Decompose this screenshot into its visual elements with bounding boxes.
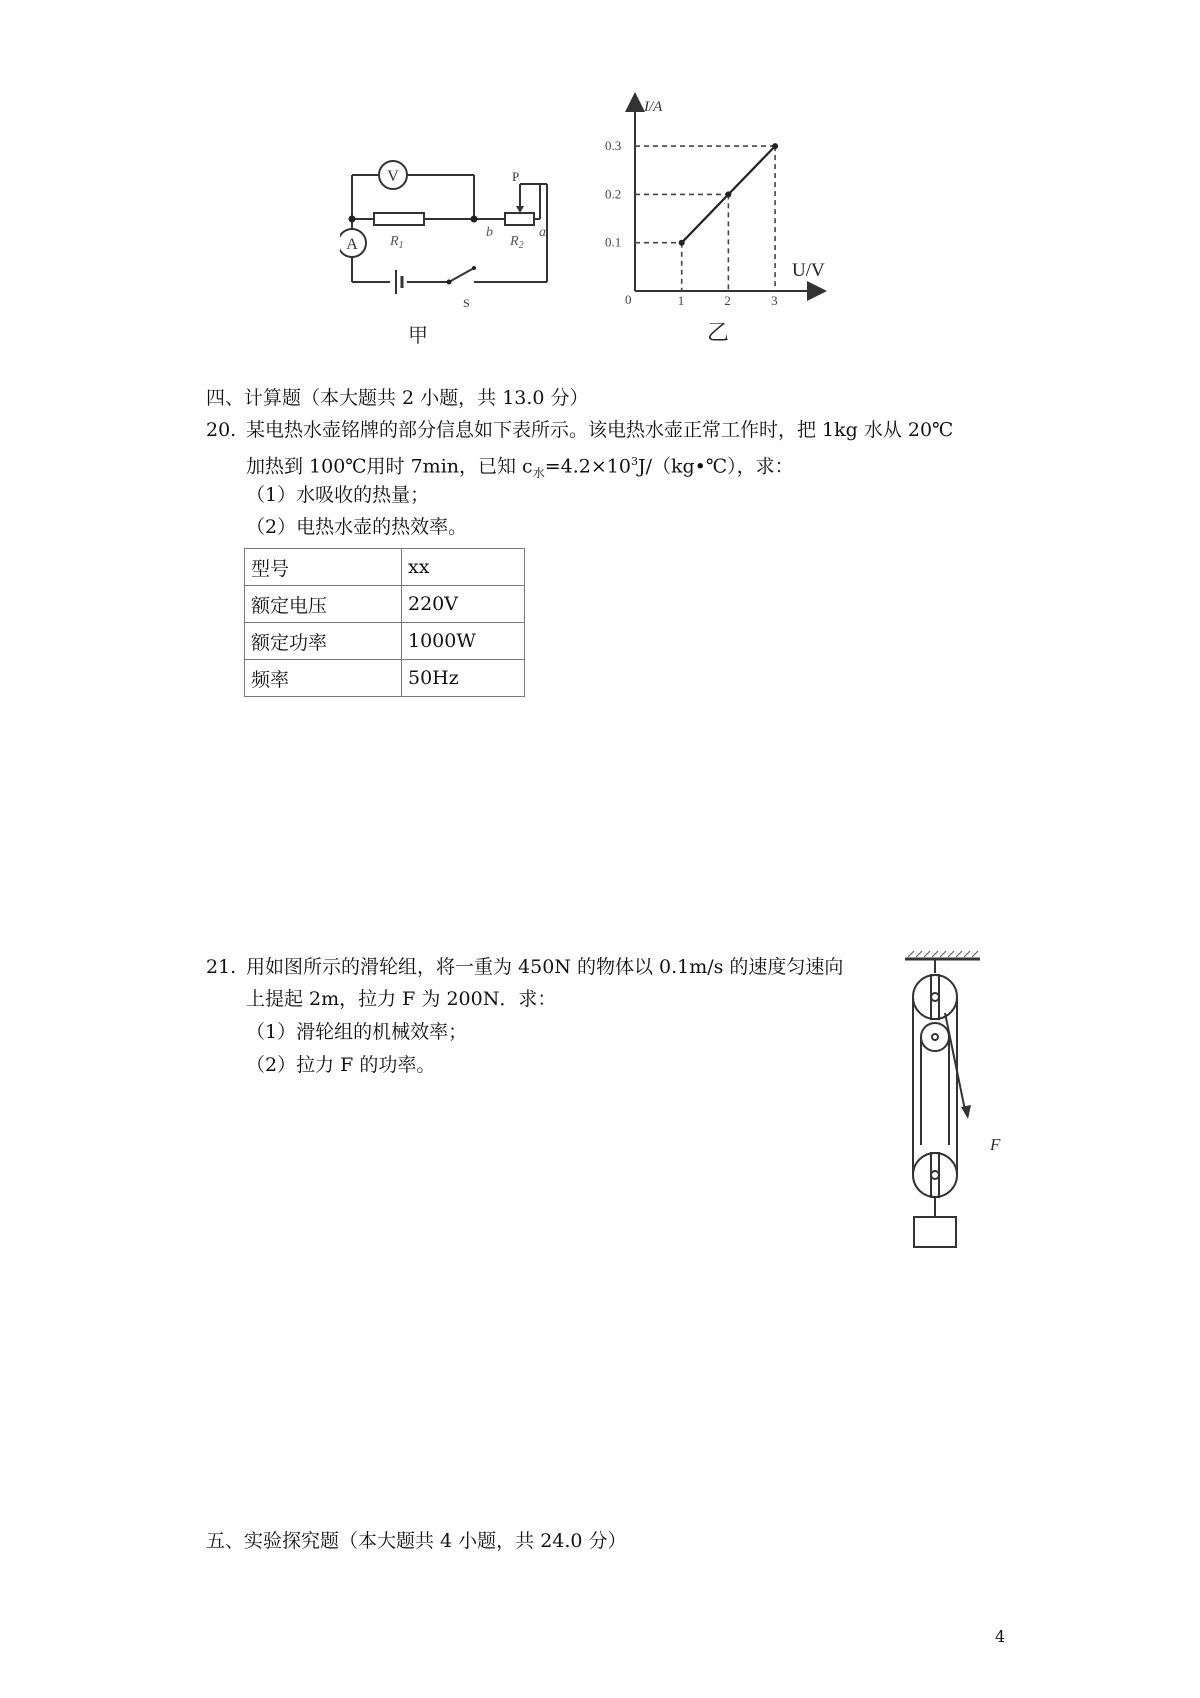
- table-cell-value: 1000W: [402, 623, 525, 660]
- q20-number: 20.: [206, 419, 237, 441]
- section-5-heading: 五、实验探究题（本大题共 4 小题，共 24.0 分）: [206, 1530, 627, 1552]
- data-point: [679, 240, 685, 246]
- y-tick-label: 0.2: [605, 186, 622, 202]
- figure-yi-caption: 乙: [706, 320, 730, 345]
- x-axis-label: U/V: [792, 260, 825, 281]
- circuit-diagram: [340, 150, 570, 350]
- data-point: [772, 143, 778, 149]
- q20-line2: 加热到 100℃用时 7min，已知 $c_水=4.2\times 10^3J/(kg•℃)$，求：: [246, 455, 794, 481]
- table-cell-value: 220V: [402, 586, 525, 623]
- table-cell-value: 50Hz: [402, 660, 525, 697]
- nameplate-table: [244, 548, 525, 697]
- slider-p-label: P: [512, 169, 520, 184]
- terminal-a-label: a: [539, 225, 546, 240]
- x-tick-label: 3: [771, 293, 778, 308]
- table-row: [245, 586, 525, 623]
- data-point: [725, 191, 731, 197]
- section-4-heading: 四、计算题（本大题共 2 小题，共 13.0 分）: [206, 387, 589, 409]
- voltmeter-label: V: [387, 168, 399, 185]
- y-tick-label: 0.3: [605, 138, 622, 154]
- table-cell-label: 额定功率: [245, 623, 402, 660]
- q21-sub2: （2）拉力 F 的功率。: [246, 1054, 436, 1076]
- y-tick-label: 0.1: [605, 234, 622, 250]
- table-cell-value: xx: [402, 549, 525, 586]
- terminal-b-label: b: [486, 225, 493, 240]
- q21-line2: 上提起 2m，拉力 F 为 200N．求：: [246, 988, 557, 1010]
- r2-label: $R_2$: [510, 234, 524, 251]
- force-f-label: F: [990, 1135, 1001, 1154]
- q21-sub1: （1）滑轮组的机械效率；: [246, 1021, 468, 1043]
- q20-sub1: （1）水吸收的热量；: [246, 484, 430, 506]
- page-number: 4: [995, 1627, 1006, 1646]
- q21-line1: 用如图所示的滑轮组，将一重为 450N 的物体以 0.1m/s 的速度匀速向: [246, 956, 844, 978]
- table-row: [245, 623, 525, 660]
- r1-label: $R_1$: [390, 234, 404, 251]
- iu-graph: [600, 88, 850, 358]
- x-tick-label: 2: [724, 293, 731, 308]
- table-cell-label: 型号: [245, 549, 402, 586]
- q20-sub2: （2）电热水壶的热效率。: [246, 516, 468, 538]
- ammeter-label: A: [346, 236, 358, 253]
- switch-label: S: [463, 296, 470, 310]
- origin-label: 0: [625, 292, 632, 307]
- q21-number: 21.: [206, 956, 237, 978]
- x-tick-label: 1: [677, 293, 685, 308]
- table-row: [245, 660, 525, 697]
- table-cell-label: 额定电压: [245, 586, 402, 623]
- table-cell-label: 频率: [245, 660, 402, 697]
- table-row: [245, 549, 525, 586]
- figure-jia-caption: 甲: [408, 325, 428, 347]
- q20-line1: 某电热水壶铭牌的部分信息如下表所示。该电热水壶正常工作时，把 1kg 水从 20℃: [246, 419, 954, 441]
- pulley-system-diagram: [900, 945, 1010, 1255]
- y-axis-label: I/A: [644, 99, 663, 115]
